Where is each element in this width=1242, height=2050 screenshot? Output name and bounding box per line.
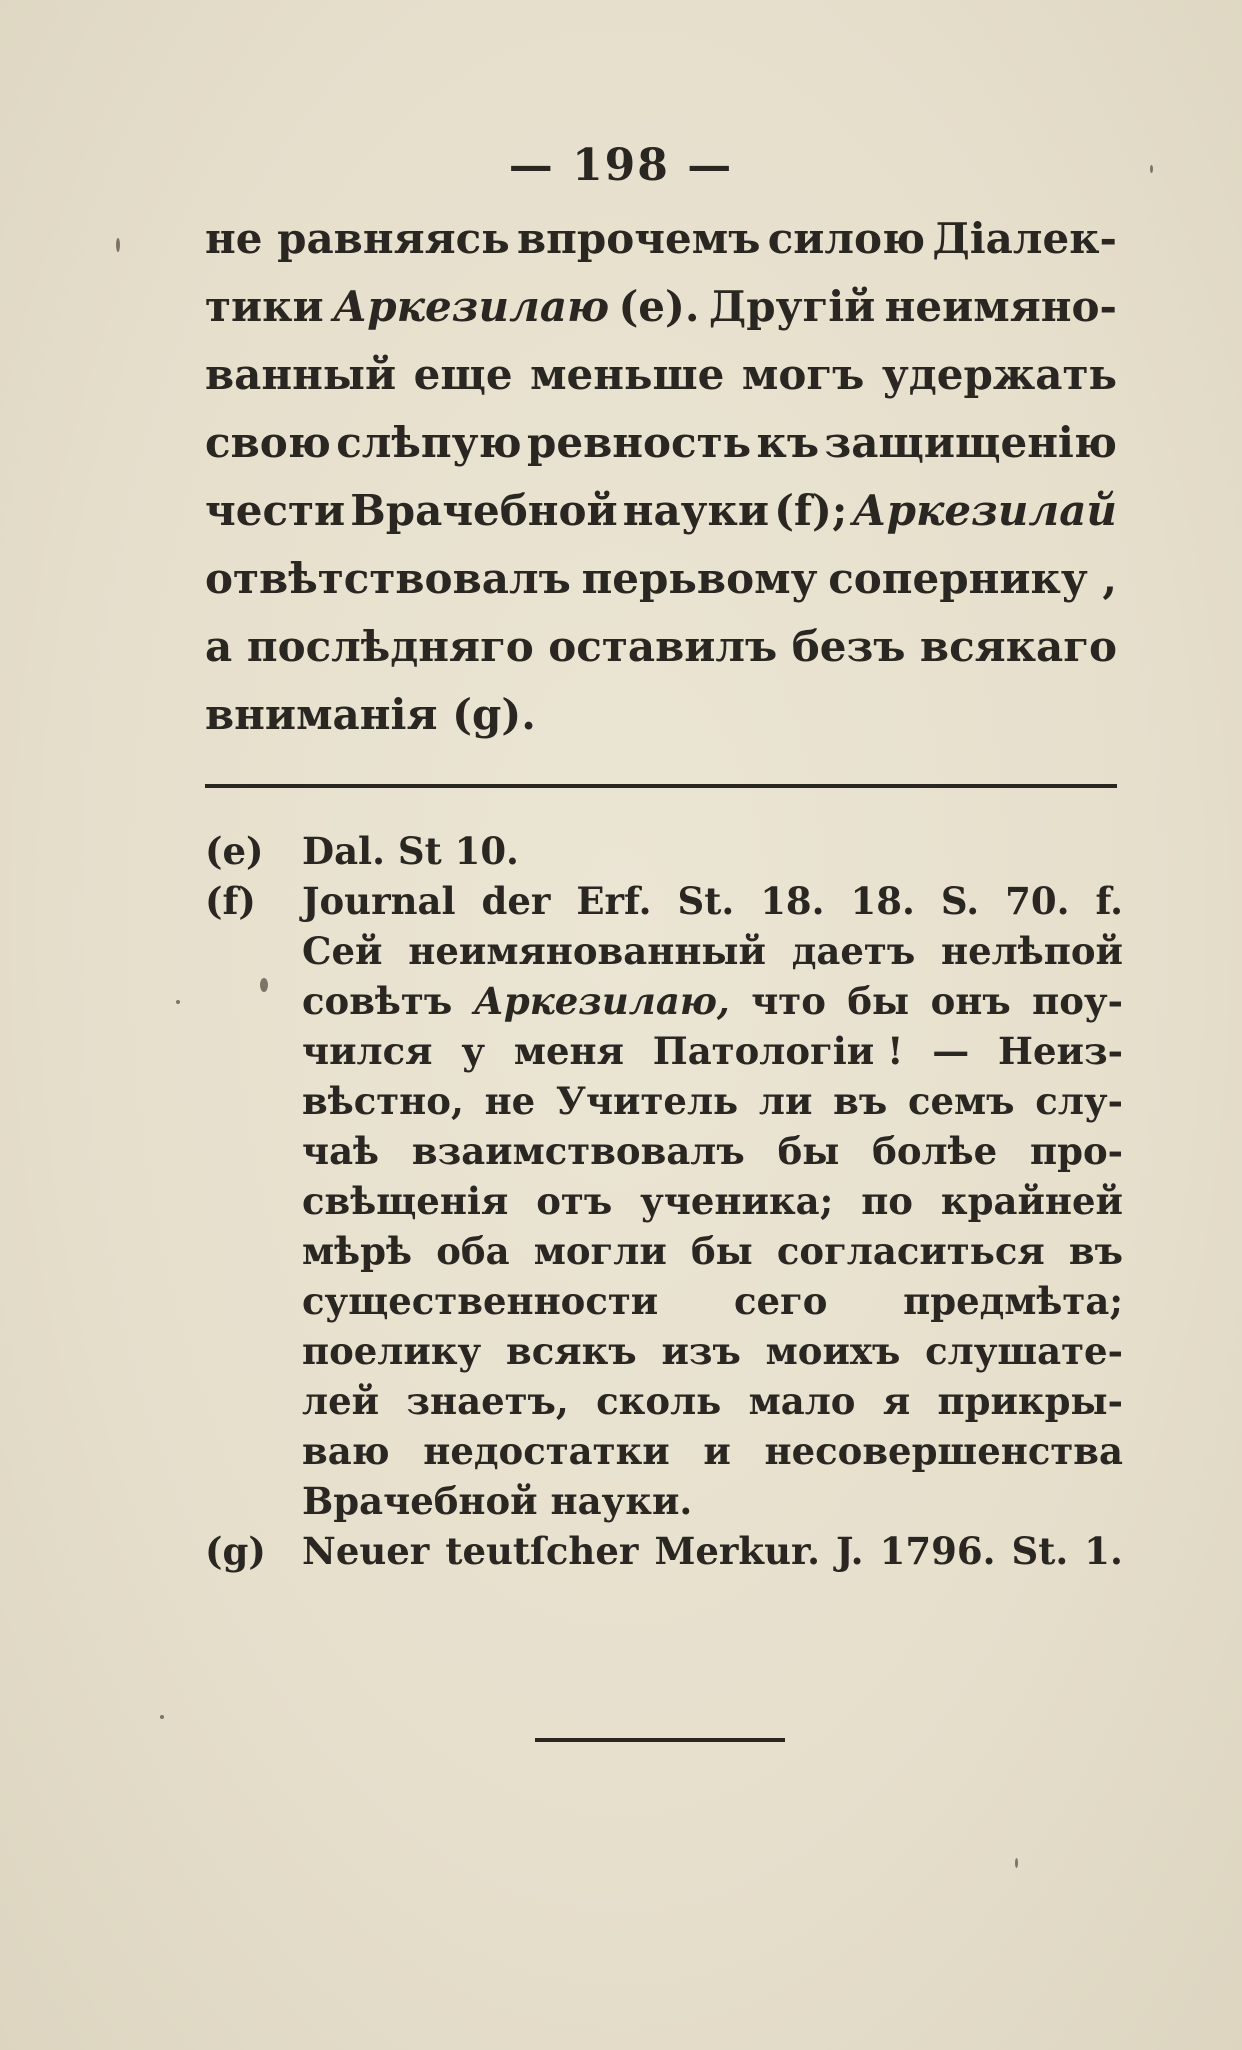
word: бы <box>690 1229 753 1273</box>
footnote-line <box>302 826 1123 876</box>
word: свою <box>205 418 331 467</box>
end-ornament-rule <box>535 1738 785 1742</box>
footnotes <box>205 826 1123 1576</box>
word: Учитель <box>555 1079 739 1123</box>
word: удержать <box>881 350 1117 399</box>
word: поу- <box>1032 979 1123 1023</box>
word: крайней <box>940 1179 1123 1223</box>
word: болѣе <box>872 1129 998 1173</box>
word: про- <box>1030 1129 1123 1173</box>
footnote-line <box>302 1376 1123 1426</box>
word: моихъ <box>765 1329 901 1373</box>
word: ревность <box>526 418 752 467</box>
body-line <box>205 273 1117 341</box>
footnote-mark: (e) <box>205 829 264 873</box>
word: f. <box>1095 879 1123 923</box>
word: могъ <box>741 350 865 399</box>
footnote-g <box>205 1526 1123 1576</box>
word: меньше <box>530 350 725 399</box>
footnote-line <box>302 1226 1123 1276</box>
body-line <box>205 545 1117 613</box>
word: и <box>703 1429 731 1473</box>
word: взаимствовалъ <box>411 1129 745 1173</box>
word: знаетъ, <box>406 1379 569 1423</box>
body-line <box>205 477 1117 545</box>
word: науки <box>622 486 770 535</box>
word: 18. <box>760 879 825 923</box>
word: ванный <box>205 350 397 399</box>
word: — <box>932 1029 970 1073</box>
word: Merkur. <box>654 1529 820 1573</box>
body-paragraph <box>205 205 1117 749</box>
word: нелѣпой <box>941 929 1123 973</box>
word: защищенію <box>824 418 1117 467</box>
paper-speck <box>160 1715 164 1719</box>
word: неимяно- <box>884 282 1117 331</box>
word: совѣтъ <box>302 979 453 1023</box>
word: по <box>861 1179 913 1223</box>
word: всякаго <box>919 622 1117 671</box>
word: чаѣ <box>302 1129 380 1173</box>
footnote-line <box>302 1426 1123 1476</box>
body-line <box>205 341 1117 409</box>
word: ли <box>758 1079 813 1123</box>
footnote-line <box>302 1326 1123 1376</box>
word: Neuer <box>302 1529 430 1573</box>
word: предмѣта; <box>903 1279 1123 1323</box>
footnote-mark: (f) <box>205 879 256 923</box>
paper-speck <box>176 1000 180 1004</box>
word: мѣрѣ <box>302 1229 413 1273</box>
footnote-line <box>302 876 1123 926</box>
body-line <box>205 205 1117 273</box>
word: безъ <box>791 622 906 671</box>
word: teutſcher <box>445 1529 639 1573</box>
word: согласиться <box>776 1229 1045 1273</box>
word: Патологіи ! <box>652 1029 904 1073</box>
word: вѣстно, <box>302 1079 464 1123</box>
word: оба <box>436 1229 510 1273</box>
word: въ <box>1068 1229 1123 1273</box>
word: Врачебной <box>350 486 618 535</box>
word: тики <box>205 282 324 331</box>
word: не <box>484 1079 536 1123</box>
footnote-line <box>302 1176 1123 1226</box>
footnote-line <box>302 976 1123 1026</box>
word: силою <box>767 214 926 263</box>
paper-speck <box>1015 1858 1018 1868</box>
word: бы <box>777 1129 840 1173</box>
word: могли <box>533 1229 667 1273</box>
word: ученика; <box>640 1179 834 1223</box>
word: къ <box>756 418 820 467</box>
word: меня <box>513 1029 624 1073</box>
word-italic: Аркезилай <box>852 486 1117 535</box>
word: у <box>461 1029 485 1073</box>
footnote-line <box>302 1076 1123 1126</box>
word: недостатки <box>423 1429 670 1473</box>
word: перьвому <box>581 554 818 603</box>
word: St. <box>677 879 735 923</box>
word-italic: Аркезилаю <box>333 282 610 331</box>
word: 70. <box>1005 879 1070 923</box>
word: вниманія (g). <box>205 690 536 739</box>
word: отвѣтствовалъ <box>205 554 571 603</box>
word: 1. <box>1084 1529 1123 1573</box>
word: (f); <box>774 486 848 535</box>
word: бы <box>847 979 910 1023</box>
word: свѣщенія <box>302 1179 509 1223</box>
word: Сей <box>302 929 383 973</box>
footnote-mark: (g) <box>205 1529 266 1573</box>
word: лей <box>302 1379 380 1423</box>
word: мало <box>748 1379 856 1423</box>
footnote-line <box>302 926 1123 976</box>
word: 18. <box>850 879 915 923</box>
word: что <box>751 979 826 1023</box>
word: несовершенства <box>764 1429 1123 1473</box>
word: (e). <box>618 282 700 331</box>
word: еще <box>413 350 513 399</box>
word-italic: Аркезилаю, <box>473 979 730 1023</box>
word: der <box>481 879 551 923</box>
body-line <box>205 681 1117 749</box>
word: ваю <box>302 1429 390 1473</box>
word: Діалек- <box>932 214 1117 263</box>
word: слу- <box>1035 1079 1123 1123</box>
word: неимянованный <box>408 929 766 973</box>
page-number: — 198 — <box>508 140 734 191</box>
footnote-line <box>302 1526 1123 1576</box>
word: впрочемъ <box>516 214 761 263</box>
word: поелику <box>302 1329 482 1373</box>
footnote-line <box>302 1276 1123 1326</box>
word: оставилъ <box>548 622 778 671</box>
footnote-e <box>205 826 1123 876</box>
word: Врачебной науки. <box>302 1479 693 1523</box>
word: чился <box>302 1029 433 1073</box>
word: J. <box>836 1529 864 1573</box>
word: сего <box>733 1279 828 1323</box>
word: отъ <box>536 1179 613 1223</box>
footnote-line <box>302 1126 1123 1176</box>
word: Другій <box>708 282 876 331</box>
word: S. <box>940 879 980 923</box>
footnote-line <box>302 1476 1123 1526</box>
word: сколь <box>596 1379 722 1423</box>
word: слѣпую <box>336 418 522 467</box>
word: изъ <box>661 1329 741 1373</box>
paper-speck <box>260 978 268 992</box>
word: даетъ <box>791 929 916 973</box>
word: прикры- <box>937 1379 1123 1423</box>
word: въ <box>833 1079 888 1123</box>
word: а послѣдняго <box>205 622 534 671</box>
word: Erf. <box>576 879 652 923</box>
word: сопернику , <box>828 554 1117 603</box>
word: Journal <box>302 879 456 923</box>
body-line <box>205 409 1117 477</box>
word: Dal. St 10. <box>302 829 519 873</box>
word: всякъ <box>506 1329 637 1373</box>
footnote-line <box>302 1026 1123 1076</box>
body-line <box>205 613 1117 681</box>
footnote-divider <box>205 784 1117 788</box>
paper-speck <box>1150 165 1153 173</box>
word: St. <box>1011 1529 1069 1573</box>
word: 1796. <box>879 1529 996 1573</box>
word: семъ <box>907 1079 1015 1123</box>
footnote-f <box>205 876 1123 1526</box>
word: онъ <box>930 979 1011 1023</box>
word: Неиз- <box>998 1029 1123 1073</box>
word: не равняясь <box>205 214 510 263</box>
word: я <box>882 1379 911 1423</box>
word: слушате- <box>925 1329 1123 1373</box>
word: чести <box>205 486 346 535</box>
paper-speck <box>116 238 120 252</box>
word: существенности <box>302 1279 659 1323</box>
